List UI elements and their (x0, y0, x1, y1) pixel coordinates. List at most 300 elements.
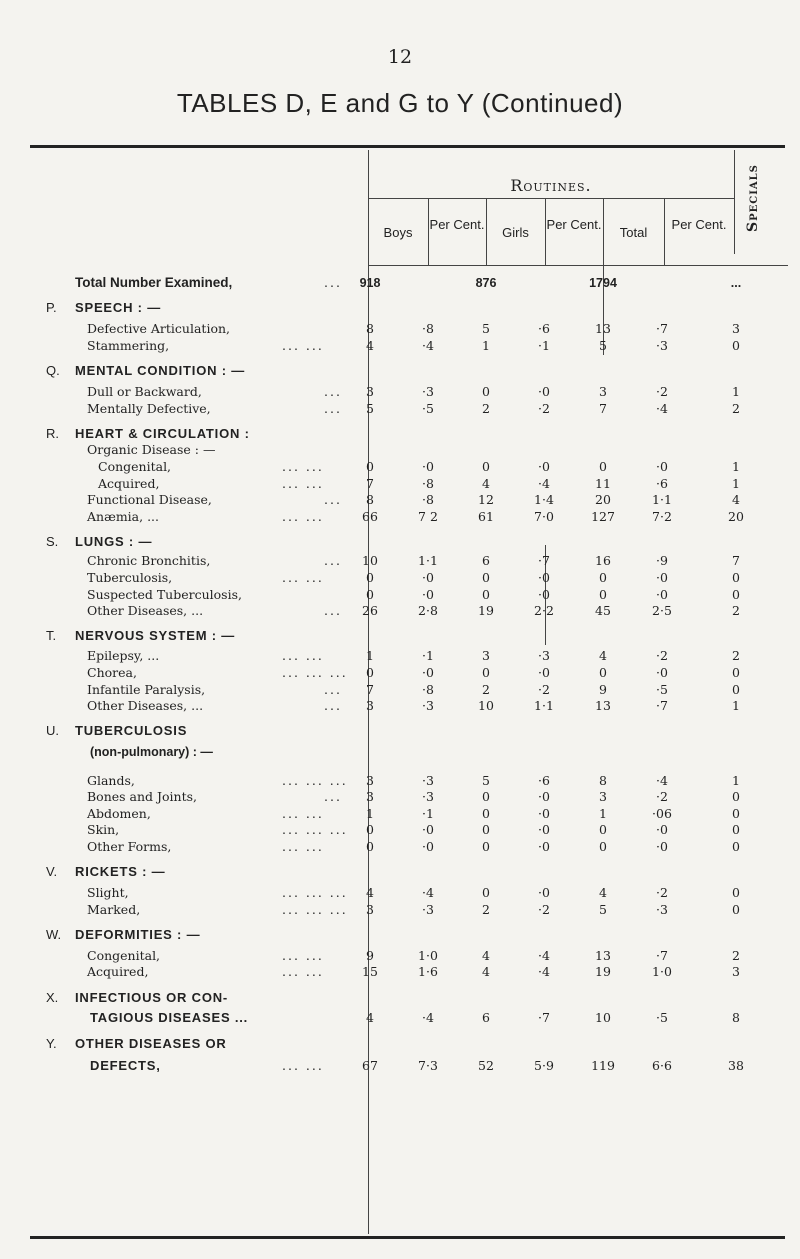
table-row (0, 723, 800, 739)
leader-dots: ... (324, 603, 342, 618)
table-top-rule (30, 145, 785, 148)
table-cell: ·1 (422, 806, 434, 821)
table-row (0, 948, 800, 964)
table-cell: 19 (478, 603, 494, 618)
table-row (0, 744, 800, 760)
table-cell: ·2 (656, 789, 668, 804)
row-label: MENTAL CONDITION : — (75, 363, 246, 378)
row-label: Tuberculosis, (87, 570, 173, 585)
table-row (0, 275, 800, 291)
table-cell: ·5 (656, 1010, 668, 1025)
table-cell: ·2 (656, 885, 668, 900)
leader-dots: ... (324, 682, 342, 697)
table-cell: 0 (732, 806, 740, 821)
table-cell: 0 (482, 459, 490, 474)
table-cell: ·8 (422, 321, 434, 336)
table-cell: ·0 (422, 839, 434, 854)
row-label: Defective Articulation, (87, 321, 230, 336)
table-cell: ·0 (422, 822, 434, 837)
table-cell: ·4 (656, 401, 668, 416)
row-label: Stammering, (87, 338, 170, 353)
row-label: Anæmia, ... (87, 509, 159, 524)
table-cell: ·3 (656, 902, 668, 917)
table-cell: 1 (732, 698, 740, 713)
table-cell: 1 (599, 806, 607, 821)
row-label: Congenital, (87, 948, 161, 963)
leader-dots: ... (324, 553, 342, 568)
table-cell: 0 (732, 902, 740, 917)
table-row (0, 459, 800, 475)
leader-dots: ... (324, 275, 342, 290)
leader-dots: ... (324, 789, 342, 804)
row-label: HEART & CIRCULATION : (75, 426, 250, 441)
table-cell: ·6 (538, 321, 550, 336)
table-cell: 2 (482, 902, 490, 917)
table-row (0, 885, 800, 901)
table-cell: ·4 (656, 773, 668, 788)
table-cell: 0 (482, 789, 490, 804)
table-cell: 1 (482, 338, 490, 353)
table-cell: 0 (599, 570, 607, 585)
table-cell: 20 (728, 509, 744, 524)
table-cell: ·6 (538, 773, 550, 788)
routines-header: Routines. (510, 176, 592, 195)
table-cell: ·0 (656, 587, 668, 602)
table-cell: 8 (366, 321, 374, 336)
row-label: INFECTIOUS OR CON- (75, 990, 229, 1005)
table-cell: 119 (591, 1058, 615, 1073)
table-cell: 5 (599, 338, 607, 353)
table-cell: 4 (366, 338, 374, 353)
row-label: Infantile Paralysis, (87, 682, 206, 697)
table-cell: 45 (595, 603, 611, 618)
table-cell: 2·2 (534, 603, 554, 618)
leader-dots: ... ... ... (282, 773, 348, 788)
row-label: Functional Disease, (87, 492, 212, 507)
table-cell: 3 (732, 964, 740, 979)
table-row (0, 426, 800, 442)
table-cell: 0 (366, 665, 374, 680)
table-cell: 13 (595, 948, 611, 963)
table-cell: ·7 (656, 321, 668, 336)
table-cell: 2 (732, 603, 740, 618)
table-cell: 26 (362, 603, 378, 618)
table-cell: 0 (599, 822, 607, 837)
row-letter: R. (46, 426, 59, 441)
table-row (0, 442, 800, 458)
table-row (0, 384, 800, 400)
table-row (0, 665, 800, 681)
table-cell: ·0 (538, 839, 550, 854)
row-label: Skin, (87, 822, 120, 837)
table-row (0, 338, 800, 354)
row-label: Mentally Defective, (87, 401, 211, 416)
table-cell: ·1 (422, 648, 434, 663)
row-letter: X. (46, 990, 59, 1005)
table-cell: ·8 (422, 476, 434, 491)
table-cell: ·7 (538, 553, 550, 568)
table-cell: 0 (482, 822, 490, 837)
table-cell: 0 (366, 839, 374, 854)
table-cell: ·5 (422, 401, 434, 416)
table-cell: 66 (362, 509, 378, 524)
table-row (0, 321, 800, 337)
table-cell: ·4 (422, 885, 434, 900)
table-cell: 3 (599, 789, 607, 804)
row-label: LUNGS : — (75, 534, 153, 549)
table-cell: 0 (732, 822, 740, 837)
table-row (0, 534, 800, 550)
table-cell: 0 (732, 338, 740, 353)
leader-dots: ... ... ... (282, 885, 348, 900)
table-cell: ·4 (538, 948, 550, 963)
row-label: DEFECTS, (90, 1058, 161, 1073)
table-cell: 0 (366, 822, 374, 837)
table-cell: 1·6 (418, 964, 438, 979)
table-row (0, 553, 800, 569)
column-header: Per Cent. (671, 217, 727, 232)
table-cell: 0 (732, 665, 740, 680)
table-cell: ·6 (656, 476, 668, 491)
row-label: Dull or Backward, (87, 384, 202, 399)
table-cell: 6 (482, 1010, 490, 1025)
table-row (0, 964, 800, 980)
table-cell: 0 (366, 587, 374, 602)
row-label: Other Diseases, ... (87, 603, 204, 618)
leader-dots: ... ... (282, 806, 324, 821)
row-label: Marked, (87, 902, 141, 917)
grid-line-h (368, 198, 734, 199)
table-cell: 7 (366, 682, 374, 697)
table-cell: 2 (482, 401, 490, 416)
table-cell: ·06 (652, 806, 672, 821)
row-label: Abdomen, (87, 806, 151, 821)
table-cell: 3 (366, 773, 374, 788)
table-cell: 8 (599, 773, 607, 788)
table-cell: ·0 (538, 459, 550, 474)
table-cell: ·3 (422, 698, 434, 713)
table-cell: ·0 (422, 665, 434, 680)
column-header: Per Cent. (429, 217, 485, 232)
table-cell: 4 (366, 885, 374, 900)
table-cell: 4 (482, 948, 490, 963)
leader-dots: ... (324, 401, 342, 416)
table-cell: ·3 (422, 902, 434, 917)
table-row (0, 587, 800, 603)
table-cell: ·1 (538, 338, 550, 353)
table-cell: 9 (599, 682, 607, 697)
table-cell: 0 (732, 570, 740, 585)
row-label: Congenital, (98, 459, 172, 474)
table-cell: 1 (732, 384, 740, 399)
table-cell: 9 (366, 948, 374, 963)
table-row (0, 1036, 800, 1052)
table-cell: 0 (599, 665, 607, 680)
table-cell: 4 (366, 1010, 374, 1025)
table-cell: ·3 (422, 789, 434, 804)
row-label: Chorea, (87, 665, 137, 680)
table-cell: 1·0 (418, 948, 438, 963)
table-row (0, 1010, 800, 1026)
table-cell: 918 (359, 276, 381, 290)
table-cell: ·2 (538, 682, 550, 697)
table-cell: 0 (366, 570, 374, 585)
table-cell: ·0 (538, 822, 550, 837)
table-cell: 4 (482, 476, 490, 491)
row-label: Organic Disease : — (87, 442, 216, 457)
leader-dots: ... ... (282, 509, 324, 524)
table-cell: ·0 (656, 822, 668, 837)
leader-dots: ... ... ... (282, 665, 348, 680)
column-header: Total (619, 225, 648, 240)
grid-line-h (368, 265, 788, 266)
table-cell: 8 (732, 1010, 740, 1025)
row-label: TUBERCULOSIS (75, 723, 188, 738)
leader-dots: ... ... (282, 1058, 324, 1073)
leader-dots: ... ... (282, 338, 324, 353)
table-cell: ·8 (422, 682, 434, 697)
table-cell: ·2 (656, 384, 668, 399)
table-cell: ·3 (422, 384, 434, 399)
table-cell: 5·9 (534, 1058, 554, 1073)
table-cell: ·0 (656, 839, 668, 854)
table-cell: ·3 (538, 648, 550, 663)
table-cell: ·0 (422, 459, 434, 474)
table-cell: ·0 (656, 665, 668, 680)
table-row (0, 806, 800, 822)
table-row (0, 509, 800, 525)
table-cell: 10 (478, 698, 494, 713)
row-label: Chronic Bronchitis, (87, 553, 211, 568)
table-row (0, 570, 800, 586)
row-label: Slight, (87, 885, 129, 900)
row-label: Acquired, (98, 476, 160, 491)
leader-dots: ... ... ... (282, 822, 348, 837)
table-cell: 1·1 (418, 553, 438, 568)
page-title: TABLES D, E and G to Y (Continued) (176, 88, 624, 118)
table-cell: 0 (732, 587, 740, 602)
table-cell: ·0 (422, 587, 434, 602)
table-cell: 1·0 (652, 964, 672, 979)
table-cell: 1 (366, 648, 374, 663)
table-cell: 13 (595, 698, 611, 713)
table-cell: 1794 (589, 276, 617, 290)
table-cell: 3 (482, 648, 490, 663)
table-cell: 7 (732, 553, 740, 568)
page-number: 12 (387, 46, 413, 68)
grid-line-v (734, 150, 735, 254)
table-cell: 1 (732, 476, 740, 491)
table-bottom-rule (30, 1236, 785, 1239)
table-cell: 52 (478, 1058, 494, 1073)
table-cell: 61 (478, 509, 494, 524)
row-label: Glands, (87, 773, 135, 788)
table-cell: ·5 (656, 682, 668, 697)
table-row (0, 990, 800, 1006)
leader-dots: ... (324, 698, 342, 713)
table-cell: 38 (728, 1058, 744, 1073)
table-row (0, 902, 800, 918)
row-label: Suspected Tuberculosis, (87, 587, 242, 602)
row-letter: W. (46, 927, 62, 942)
table-cell: 0 (482, 839, 490, 854)
row-label: TAGIOUS DISEASES ... (90, 1010, 249, 1025)
row-letter: Y. (46, 1036, 57, 1051)
leader-dots: ... ... (282, 570, 324, 585)
row-label: SPEECH : — (75, 300, 162, 315)
table-row (0, 401, 800, 417)
table-cell: 11 (595, 476, 611, 491)
table-cell: ·0 (538, 384, 550, 399)
table-cell: 20 (595, 492, 611, 507)
table-cell: 0 (732, 885, 740, 900)
table-cell: 5 (482, 321, 490, 336)
table-row (0, 789, 800, 805)
table-cell: ·9 (656, 553, 668, 568)
table-cell: ·7 (656, 948, 668, 963)
table-cell: ... (730, 276, 742, 290)
table-cell: ·4 (538, 964, 550, 979)
table-cell: 10 (595, 1010, 611, 1025)
table-cell: 67 (362, 1058, 378, 1073)
table-cell: 0 (732, 789, 740, 804)
table-row (0, 300, 800, 316)
table-cell: ·0 (538, 806, 550, 821)
table-cell: 0 (599, 459, 607, 474)
leader-dots: ... ... (282, 839, 324, 854)
table-cell: 4 (599, 885, 607, 900)
table-cell: ·7 (538, 1010, 550, 1025)
table-cell: 8 (366, 492, 374, 507)
table-cell: 3 (599, 384, 607, 399)
table-cell: 5 (599, 902, 607, 917)
table-cell: 4 (482, 964, 490, 979)
table-cell: 3 (366, 789, 374, 804)
table-cell: 2·5 (652, 603, 672, 618)
row-letter: U. (46, 723, 59, 738)
table-cell: 4 (732, 492, 740, 507)
table-cell: 0 (482, 665, 490, 680)
table-row (0, 363, 800, 379)
table-cell: ·0 (422, 570, 434, 585)
table-cell: 2 (732, 948, 740, 963)
table-cell: 7 2 (418, 509, 438, 524)
table-cell: 12 (478, 492, 494, 507)
table-cell: 876 (475, 276, 497, 290)
table-row (0, 648, 800, 664)
table-cell: ·0 (538, 885, 550, 900)
leader-dots: ... ... (282, 964, 324, 979)
table-cell: ·0 (538, 665, 550, 680)
row-letter: V. (46, 864, 58, 879)
table-cell: 1 (366, 806, 374, 821)
row-letter: Q. (46, 363, 60, 378)
table-cell: 7 (599, 401, 607, 416)
table-cell: 5 (366, 401, 374, 416)
column-header: Boys (383, 225, 413, 240)
table-cell: ·2 (538, 902, 550, 917)
table-cell: 16 (595, 553, 611, 568)
table-cell: 3 (366, 384, 374, 399)
table-cell: 3 (366, 698, 374, 713)
table-cell: 2 (732, 648, 740, 663)
table-cell: 10 (362, 553, 378, 568)
table-cell: 0 (599, 839, 607, 854)
table-row (0, 492, 800, 508)
table-cell: 0 (482, 885, 490, 900)
table-row (0, 698, 800, 714)
table-cell: ·0 (538, 587, 550, 602)
table-cell: 127 (591, 509, 615, 524)
leader-dots: ... ... (282, 476, 324, 491)
leader-dots: ... (324, 384, 342, 399)
table-cell: 3 (366, 902, 374, 917)
table-row (0, 603, 800, 619)
table-cell: 1·1 (534, 698, 554, 713)
table-cell: 7·3 (418, 1058, 438, 1073)
table-cell: ·3 (422, 773, 434, 788)
table-cell: 0 (366, 459, 374, 474)
row-label: (non-pulmonary) : — (90, 745, 213, 759)
table-cell: 2 (482, 682, 490, 697)
specials-header: Specials (745, 164, 761, 232)
column-header: Girls (502, 225, 529, 240)
table-cell: 0 (732, 839, 740, 854)
table-row (0, 839, 800, 855)
row-label: Acquired, (87, 964, 149, 979)
row-label: OTHER DISEASES OR (75, 1036, 227, 1051)
table-cell: ·4 (422, 338, 434, 353)
table-row (0, 927, 800, 943)
table-cell: ·7 (656, 698, 668, 713)
table-row (0, 476, 800, 492)
table-cell: ·0 (656, 570, 668, 585)
row-label: RICKETS : — (75, 864, 166, 879)
row-label: DEFORMITIES : — (75, 927, 201, 942)
table-cell: 7 (366, 476, 374, 491)
table-row (0, 822, 800, 838)
table-cell: ·8 (422, 492, 434, 507)
leader-dots: ... ... (282, 648, 324, 663)
table-cell: ·4 (538, 476, 550, 491)
table-cell: 0 (599, 587, 607, 602)
table-cell: 0 (482, 570, 490, 585)
table-cell: 7·2 (652, 509, 672, 524)
table-cell: ·2 (656, 648, 668, 663)
table-cell: 1·1 (652, 492, 672, 507)
table-cell: 2 (732, 401, 740, 416)
row-letter: T. (46, 628, 57, 643)
table-cell: 7·0 (534, 509, 554, 524)
table-cell: 6 (482, 553, 490, 568)
row-letter: S. (46, 534, 59, 549)
table-cell: ·0 (538, 570, 550, 585)
table-cell: 1 (732, 773, 740, 788)
table-cell: 0 (482, 384, 490, 399)
table-row (0, 682, 800, 698)
table-cell: 19 (595, 964, 611, 979)
row-label: Other Forms, (87, 839, 172, 854)
leader-dots: ... (324, 492, 342, 507)
table-cell: 4 (599, 648, 607, 663)
row-label: Epilepsy, ... (87, 648, 160, 663)
row-label: Total Number Examined, (75, 275, 233, 290)
table-cell: ·0 (656, 459, 668, 474)
row-label: Bones and Joints, (87, 789, 198, 804)
table-cell: 0 (732, 682, 740, 697)
table-cell: ·4 (422, 1010, 434, 1025)
table-cell: 1 (732, 459, 740, 474)
